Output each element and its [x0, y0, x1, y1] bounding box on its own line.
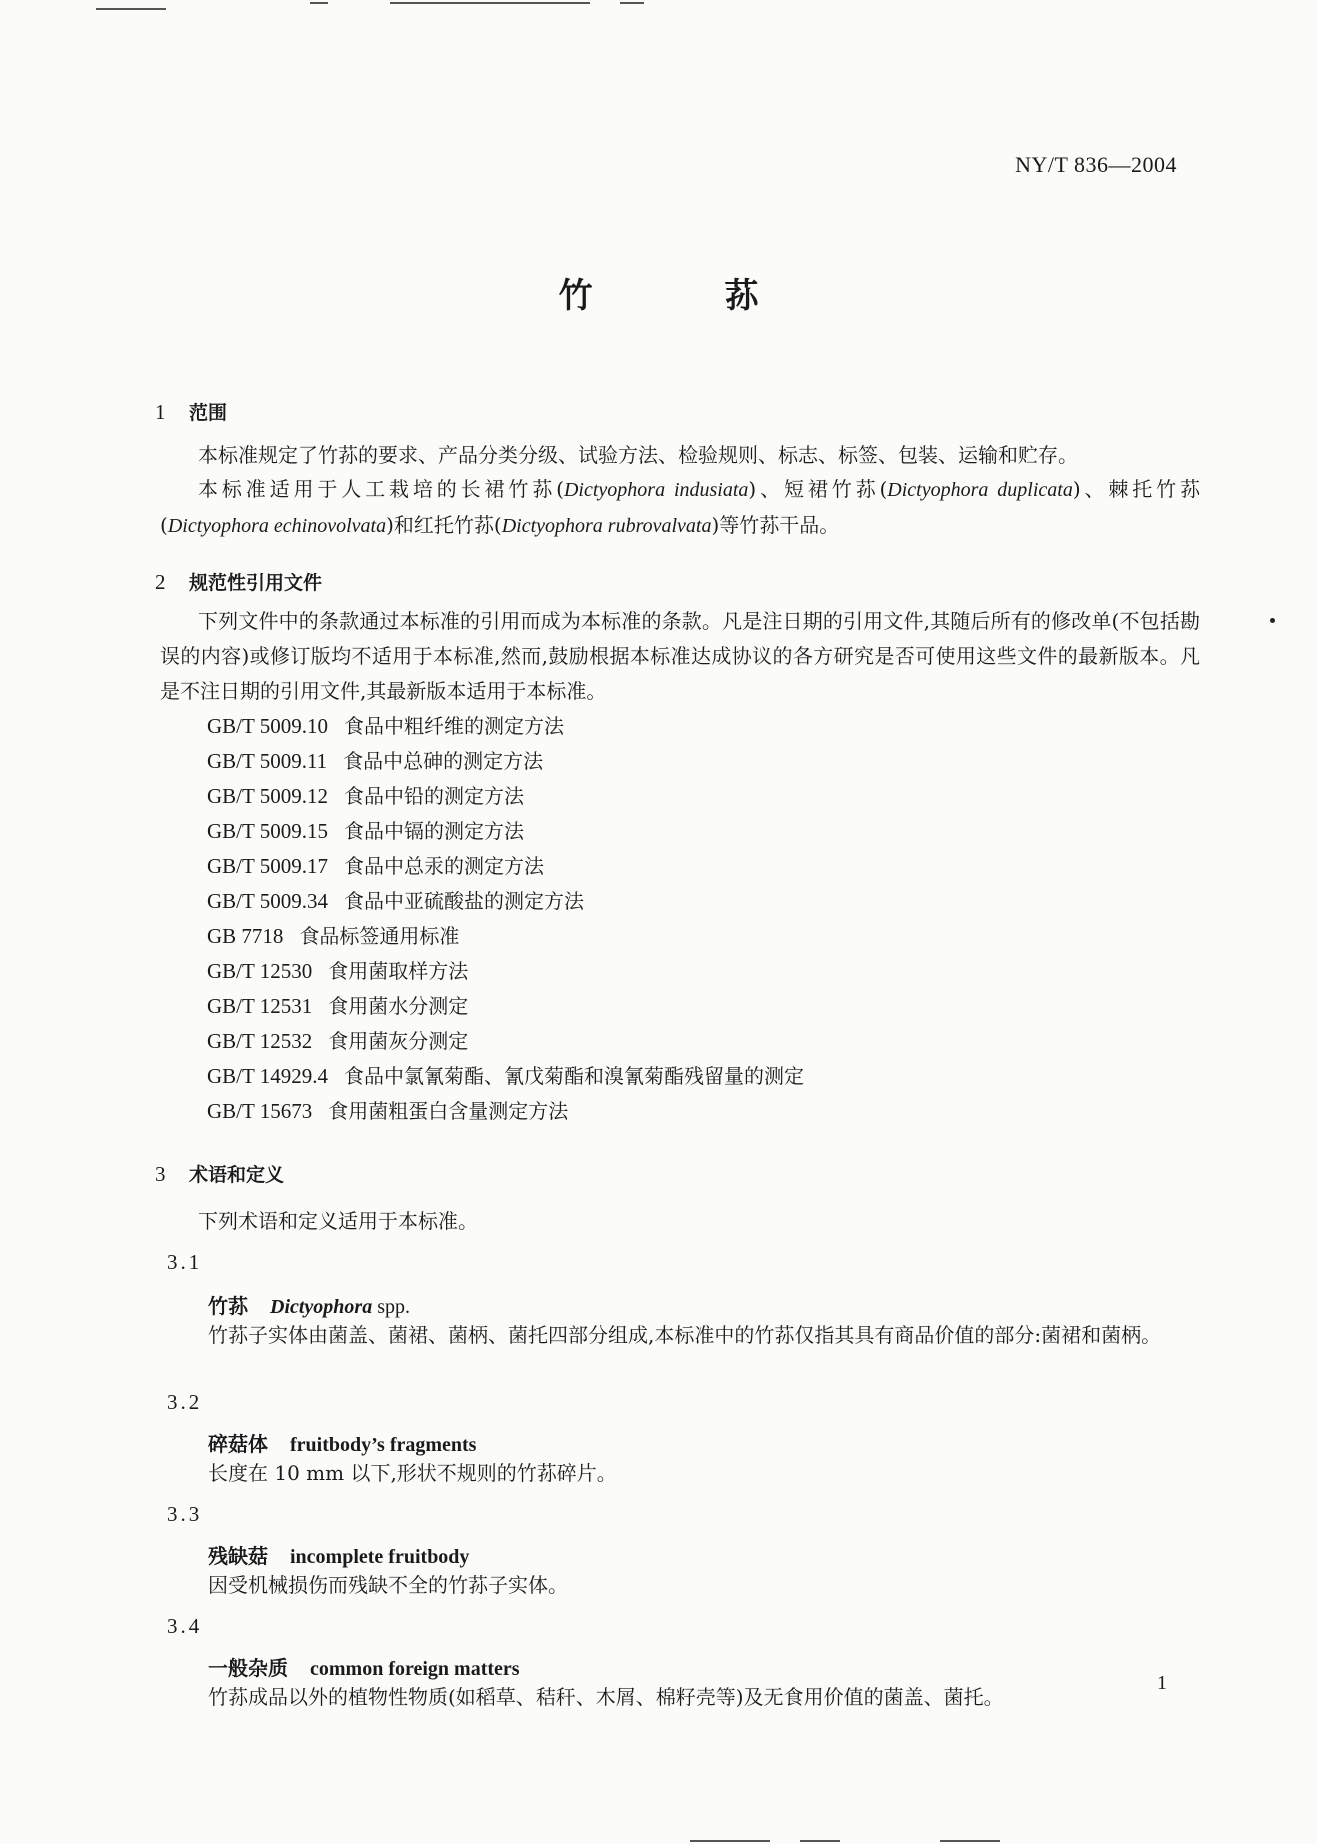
reference-code: GB/T 12531 [207, 994, 313, 1018]
reference-title: 食用菌水分测定 [328, 994, 469, 1018]
reference-item [207, 1060, 804, 1089]
reference-code: GB/T 5009.15 [207, 819, 328, 843]
section-heading-terms [155, 1160, 284, 1187]
scope-paragraph-1: 本标准规定了竹荪的要求、产品分类分级、试验方法、检验规则、标志、标签、包装、运输和贮存。 [198, 443, 1078, 467]
section-heading-normative [155, 568, 322, 595]
term-en: fruitbody’s fragments [290, 1434, 477, 1456]
species-name: Dictyophora duplicata [887, 479, 1073, 501]
scope-text: )和红托竹荪( [386, 513, 502, 537]
reference-code: GB/T 5009.10 [207, 714, 328, 738]
reference-title: 食品中镉的测定方法 [343, 819, 524, 843]
term-heading [208, 1428, 476, 1457]
reference-item [207, 885, 584, 914]
reference-item [207, 920, 459, 949]
reference-code: GB/T 15673 [207, 1099, 313, 1123]
reference-code: GB/T 5009.12 [207, 784, 328, 808]
reference-code: GB/T 5009.17 [207, 854, 328, 878]
reference-item [207, 815, 524, 844]
scan-artifact [390, 2, 590, 4]
reference-code: GB/T 14929.4 [207, 1064, 328, 1088]
species-name: Dictyophora indusiata [563, 479, 749, 501]
clause-number: 3.3 [167, 1502, 203, 1526]
scan-artifact [96, 8, 166, 10]
reference-code: GB/T 5009.11 [207, 749, 328, 773]
reference-code: GB/T 12532 [207, 1029, 313, 1053]
reference-item [207, 1025, 468, 1054]
scope-text: )、棘托竹荪( [160, 477, 1201, 537]
normative-intro: 下列文件中的条款通过本标准的引用而成为本标准的条款。凡是注日期的引用文件,其随后所有的修改单(不包括勘误的内容)或修订版均不适用于本标准,然而,鼓励根据本标准达成协议的各方研究是否可使用这些文件的最新版本。凡是不注日期的引用文件,其最新版本适用于本标准。 [160, 609, 1200, 703]
section-heading-scope [155, 398, 227, 425]
scan-artifact [940, 1840, 1000, 1842]
scope-text: )、短裙竹荪( [748, 477, 888, 501]
clause-number: 3.2 [167, 1390, 203, 1414]
terms-intro: 下列术语和定义适用于本标准。 [198, 1209, 478, 1233]
reference-code: GB 7718 [207, 924, 284, 948]
species-name: Dictyophora echinovolvata [167, 515, 387, 537]
reference-title: 食用菌粗蛋白含量测定方法 [328, 1099, 569, 1123]
reference-item [207, 955, 468, 984]
section-number: 2 [155, 570, 166, 594]
reference-item [207, 780, 524, 809]
term-zh: 竹荪 [208, 1294, 248, 1318]
scan-artifact [620, 2, 644, 4]
term-en-suffix: spp. [372, 1296, 411, 1318]
term-heading [208, 1290, 410, 1319]
reference-item [207, 745, 543, 774]
reference-title: 食品标签通用标准 [299, 924, 460, 948]
reference-item [207, 850, 544, 879]
section-title: 范围 [189, 402, 228, 424]
term-en: incomplete fruitbody [290, 1546, 470, 1568]
term-en: Dictyophora [270, 1296, 373, 1318]
scope-text: )等竹荪干品。 [711, 513, 840, 537]
reference-title: 食用菌灰分测定 [328, 1029, 469, 1053]
term-zh: 碎菇体 [208, 1432, 268, 1456]
scan-artifact [310, 2, 328, 4]
reference-item [207, 990, 468, 1019]
term-en: common foreign matters [310, 1658, 520, 1680]
scope-text: 本标准适用于人工栽培的长裙竹荪( [198, 477, 564, 501]
page-number: 1 [1157, 1672, 1167, 1694]
term-definition: 因受机械损伤而残缺不全的竹荪子实体。 [208, 1573, 568, 1597]
reference-title: 食品中总汞的测定方法 [343, 854, 544, 878]
reference-title: 食品中氯氰菊酯、氰戊菊酯和溴氰菊酯残留量的测定 [343, 1064, 804, 1088]
term-heading [208, 1540, 469, 1569]
clause-number: 3.1 [167, 1250, 203, 1274]
reference-title: 食品中粗纤维的测定方法 [343, 714, 564, 738]
section-number: 1 [155, 400, 166, 424]
scope-paragraph-2 [160, 472, 1200, 544]
species-name: Dictyophora rubrovalvata [501, 515, 712, 537]
term-zh: 残缺菇 [208, 1544, 268, 1568]
term-definition: 长度在 10 mm 以下,形状不规则的竹荪碎片。 [208, 1461, 617, 1485]
reference-title: 食品中亚硫酸盐的测定方法 [343, 889, 584, 913]
clause-number: 3.4 [167, 1614, 203, 1638]
section-title: 术语和定义 [189, 1164, 285, 1186]
document-title: 竹 荪 [558, 276, 819, 316]
scan-artifact [690, 1840, 770, 1842]
section-title: 规范性引用文件 [189, 572, 323, 594]
term-zh: 一般杂质 [208, 1656, 288, 1680]
term-heading [208, 1652, 520, 1681]
reference-item [207, 1095, 568, 1124]
reference-title: 食品中总砷的测定方法 [343, 749, 544, 773]
scan-artifact [800, 1840, 840, 1842]
scan-dot [1270, 618, 1275, 623]
reference-code: GB/T 5009.34 [207, 889, 328, 913]
reference-title: 食用菌取样方法 [328, 959, 469, 983]
term-definition: 竹荪子实体由菌盖、菌裙、菌柄、菌托四部分组成,本标准中的竹荪仅指其具有商品价值的部分:菌裙和菌柄。 [208, 1323, 1162, 1347]
section-number: 3 [155, 1162, 166, 1186]
term-definition: 竹荪成品以外的植物性物质(如稻草、秸秆、木屑、棉籽壳等)及无食用价值的菌盖、菌托。 [208, 1685, 1004, 1709]
reference-code: GB/T 12530 [207, 959, 313, 983]
reference-item [207, 710, 564, 739]
reference-title: 食品中铅的测定方法 [343, 784, 524, 808]
standard-code: NY/T 836—2004 [1015, 152, 1177, 177]
